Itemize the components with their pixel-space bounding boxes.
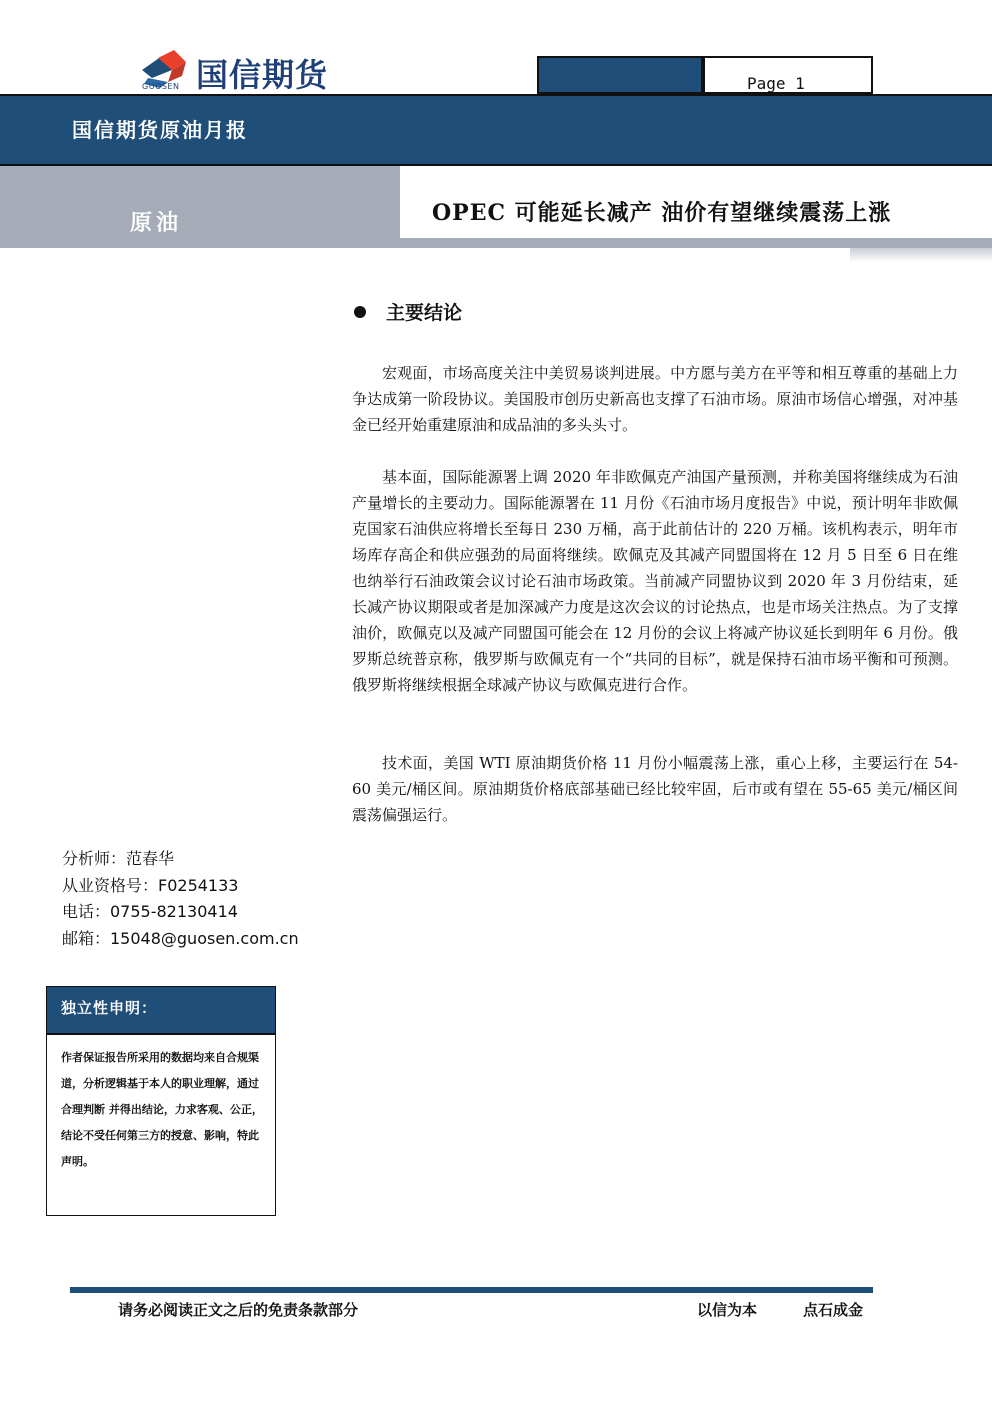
section-heading [354,298,462,325]
page-box-dark [537,56,703,94]
bullet-icon [354,306,366,318]
report-title: 国信期货原油月报 [72,118,248,142]
page-box [703,56,873,94]
independence-header [47,987,275,1035]
section-heading-text: 主要结论 [386,302,463,324]
headline-underbar [400,238,992,248]
footer-slogan-1: 以信为本 [697,1301,758,1319]
page-number: Page 1 [747,74,805,93]
analyst-name: 分析师：范春华 [62,849,175,868]
analyst-email: 邮箱：15048@guosen.com.cn [62,928,299,948]
company-logo [138,48,378,92]
independence-body: 作者保证报告所采用的数据均来自合规渠道，分析逻辑基于本人的职业理解，通过合理判断 并得出结论，力求客观、公正，结论不受任何第三方的授意、影响，特此声明。 [61,1051,263,1168]
paragraph-macro: 宏观面，市场高度关注中美贸易谈判进展。中方愿与美方在平等和相互尊重的基础上力争达成第一阶段协议。美国股市创历史新高也支撑了石油市场。原油市场信心增强，对冲基金已经开始重建原油和成品油的多头头寸。 [352,364,958,434]
category-panel [0,166,400,248]
footer-slogan-2: 点石成金 [803,1301,864,1319]
analyst-info [62,846,299,952]
footer-rule [70,1287,873,1293]
analyst-phone: 电话：0755-82130414 [62,902,238,921]
independence-title: 独立性申明： [61,999,158,1017]
analyst-license: 从业资格号：F0254133 [62,875,239,895]
logo-text: 国信期货 [196,56,329,94]
category-label: 原油 [130,210,183,236]
headline: OPEC 可能延长减产 油价有望继续震荡上涨 [432,200,892,226]
footer-disclaimer: 请务必阅读正文之后的免责条款部分 [118,1301,359,1319]
logo-subtitle: GUOSEN [142,82,180,91]
paragraph-technicals: 技术面，美国 WTI 原油期货价格 11 月份小幅震荡上涨，重心上移，主要运行在 54-60 美元/桶区间。原油期货价格底部基础已经比较牢固，后市或有望在 55-65 美元/桶区间震荡偏强运行。 [352,754,958,824]
independence-box [46,986,276,1216]
headline-shadow [850,248,992,262]
header-band [0,94,992,166]
paragraph-fundamentals: 基本面，国际能源署上调 2020 年非欧佩克产油国产量预测，并称美国将继续成为石油产量增长的主要动力。国际能源署在 11 月份《石油市场月度报告》中说，预计明年非欧佩克国家石油供应将增长至每日 230 万桶，高于此前估计的 220 万桶。该机构表示，明年市场库存高企和供应强劲的局面将继续。欧佩克及其减产同盟国将在 12 月 5 日至 6 日在维也纳举行石油政策会议讨论石油市场政策。当前减产同盟协议到 2020 年 3 月份结束，延长减产协议期限或者是加深减产力度是这次会议的讨论热点，也是市场关注热点。为了支撑油价，欧佩克以及减产同盟国可能会在 12 月份的会议上将减产协议延长到明年 6 月份。俄罗斯总统普京称，俄罗斯与欧佩克有一个“共同的目标”，就是保持石油市场平衡和可预测。俄罗斯将继续根据全球减产协议与欧佩克进行合作。 [352,468,958,694]
